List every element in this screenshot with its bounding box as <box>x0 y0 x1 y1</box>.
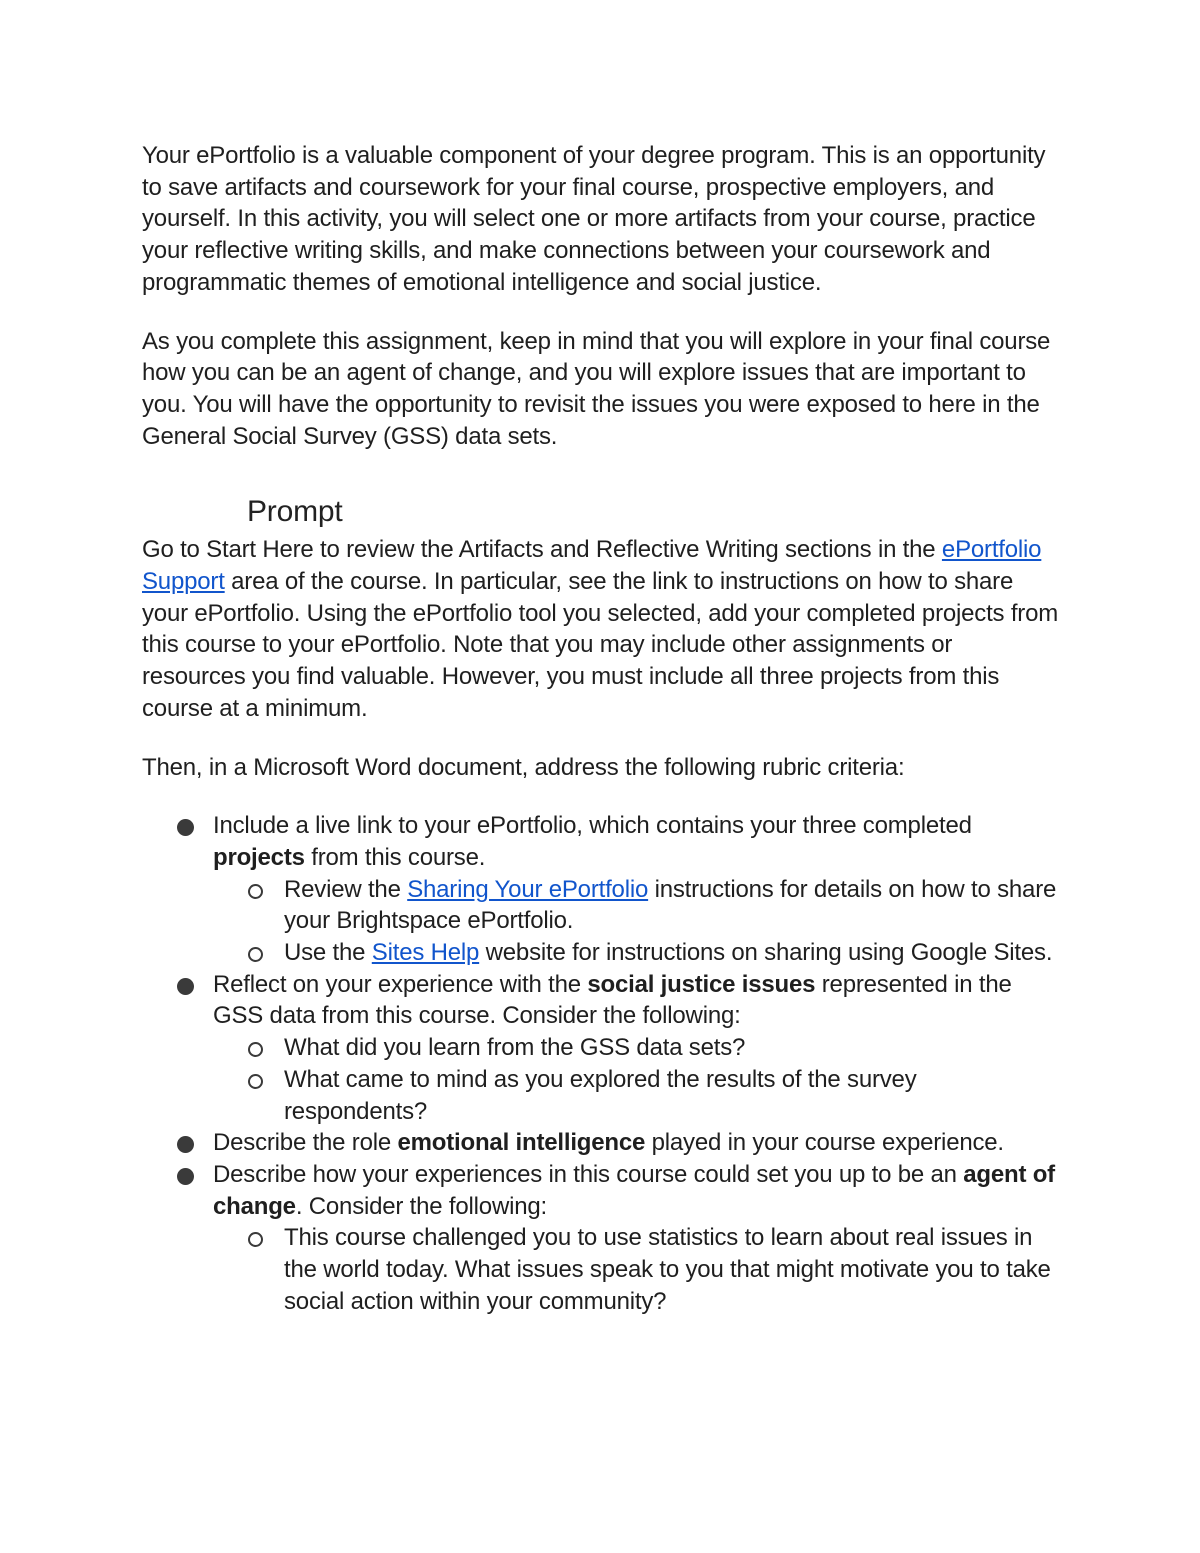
prompt-text-before: Go to Start Here to review the Artifacts and Reflective Writing sections in the <box>142 536 942 564</box>
eportfolio-support-link[interactable]: ePortfolio Support <box>142 536 1042 596</box>
sub-criterion-text: website for instructions on sharing using Google Sites. <box>479 939 1053 967</box>
criterion-item <box>142 1159 1062 1318</box>
hollow-bullet-icon <box>248 947 263 962</box>
intro-paragraph-1: Your ePortfolio is a valuable component of your degree program. This is an opportunity to save artifacts and coursework for your final course, prospective employers, and yourself. In this activity, you will select one or more artifacts from your course, practice your reflective writing skills, and make connections between your coursework and programmatic themes of emotional intelligence and social justice. <box>142 142 1046 296</box>
prompt-paragraph-2: Then, in a Microsoft Word document, address the following rubric criteria: <box>142 753 905 781</box>
sub-criteria-list <box>213 1222 1062 1317</box>
criterion-text: represented in the GSS data from this course. Consider the following: <box>213 970 1012 1030</box>
filled-bullet-icon <box>177 819 194 836</box>
sub-criterion-item <box>213 1222 1062 1317</box>
filled-bullet-icon <box>177 978 194 995</box>
criterion-text: played in your course experience. <box>645 1129 1004 1157</box>
hollow-bullet-icon <box>248 1232 263 1247</box>
criterion-bold-text: emotional intelligence <box>397 1129 646 1157</box>
document-body <box>142 140 1062 1318</box>
sub-criterion-item <box>213 874 1062 937</box>
criterion-text: Reflect on your experience with the <box>213 970 588 998</box>
criterion-text: Describe the role <box>213 1129 398 1157</box>
sub-criterion-item <box>213 937 1062 969</box>
sub-criterion-text: Use the <box>284 939 372 967</box>
filled-bullet-icon <box>177 1136 194 1153</box>
intro-paragraph-2: As you complete this assignment, keep in mind that you will explore in your final course how you can be an agent of change, and you will explore issues that are important to you. You will have the opportunity to revisit the issues you were exposed to here in the General Social Survey (GSS) data sets. <box>142 327 1051 450</box>
hollow-bullet-icon <box>248 884 263 899</box>
criterion-text: . Consider the following: <box>295 1192 547 1220</box>
sub-criteria-list <box>213 874 1062 969</box>
sub-criterion-text: What did you learn from the GSS data sets? <box>284 1034 746 1062</box>
criterion-bold-text: projects <box>213 843 305 871</box>
criterion-item <box>142 969 1062 1128</box>
sub-criteria-list <box>213 1032 1062 1127</box>
criterion-item <box>142 1127 1062 1159</box>
sub-criterion-item <box>213 1064 1062 1127</box>
hollow-bullet-icon <box>248 1042 263 1057</box>
hollow-bullet-icon <box>248 1074 263 1089</box>
criterion-bold-text: social justice issues <box>587 970 816 998</box>
sites-help-link[interactable]: Sites Help <box>371 939 480 967</box>
filled-bullet-icon <box>177 1168 194 1185</box>
sub-criterion-text: instructions for details on how to share your Brightspace ePortfolio. <box>284 875 1057 935</box>
sharing-your-eportfolio-link[interactable]: Sharing Your ePortfolio <box>407 875 649 903</box>
criterion-text: Describe how your experiences in this course could set you up to be an <box>213 1160 964 1188</box>
sub-criterion-item <box>213 1032 1062 1064</box>
prompt-text-after: area of the course. In particular, see the link to instructions on how to share your ePortfolio. Using the ePortfolio tool you selected, add your completed projects from this course to your ePortfolio. Note that you may include other assignments or resources you find valuable. However, you must include all three projects from this course at a minimum. <box>142 568 1059 722</box>
criterion-text: from this course. <box>304 843 486 871</box>
sub-criterion-text: This course challenged you to use statistics to learn about real issues in the world today. What issues speak to you that might motivate you to take social action within your community? <box>284 1224 1051 1315</box>
sub-criterion-text: Review the <box>284 875 408 903</box>
prompt-heading: Prompt <box>247 495 343 529</box>
criterion-text: Include a live link to your ePortfolio, which contains your three completed <box>213 812 972 840</box>
rubric-criteria-list <box>142 810 1062 1317</box>
criterion-bold-text: agent of change <box>213 1160 1055 1220</box>
prompt-paragraph-1 <box>142 534 1062 724</box>
sub-criterion-text: What came to mind as you explored the results of the survey respondents? <box>284 1065 917 1125</box>
criterion-item <box>142 810 1062 969</box>
